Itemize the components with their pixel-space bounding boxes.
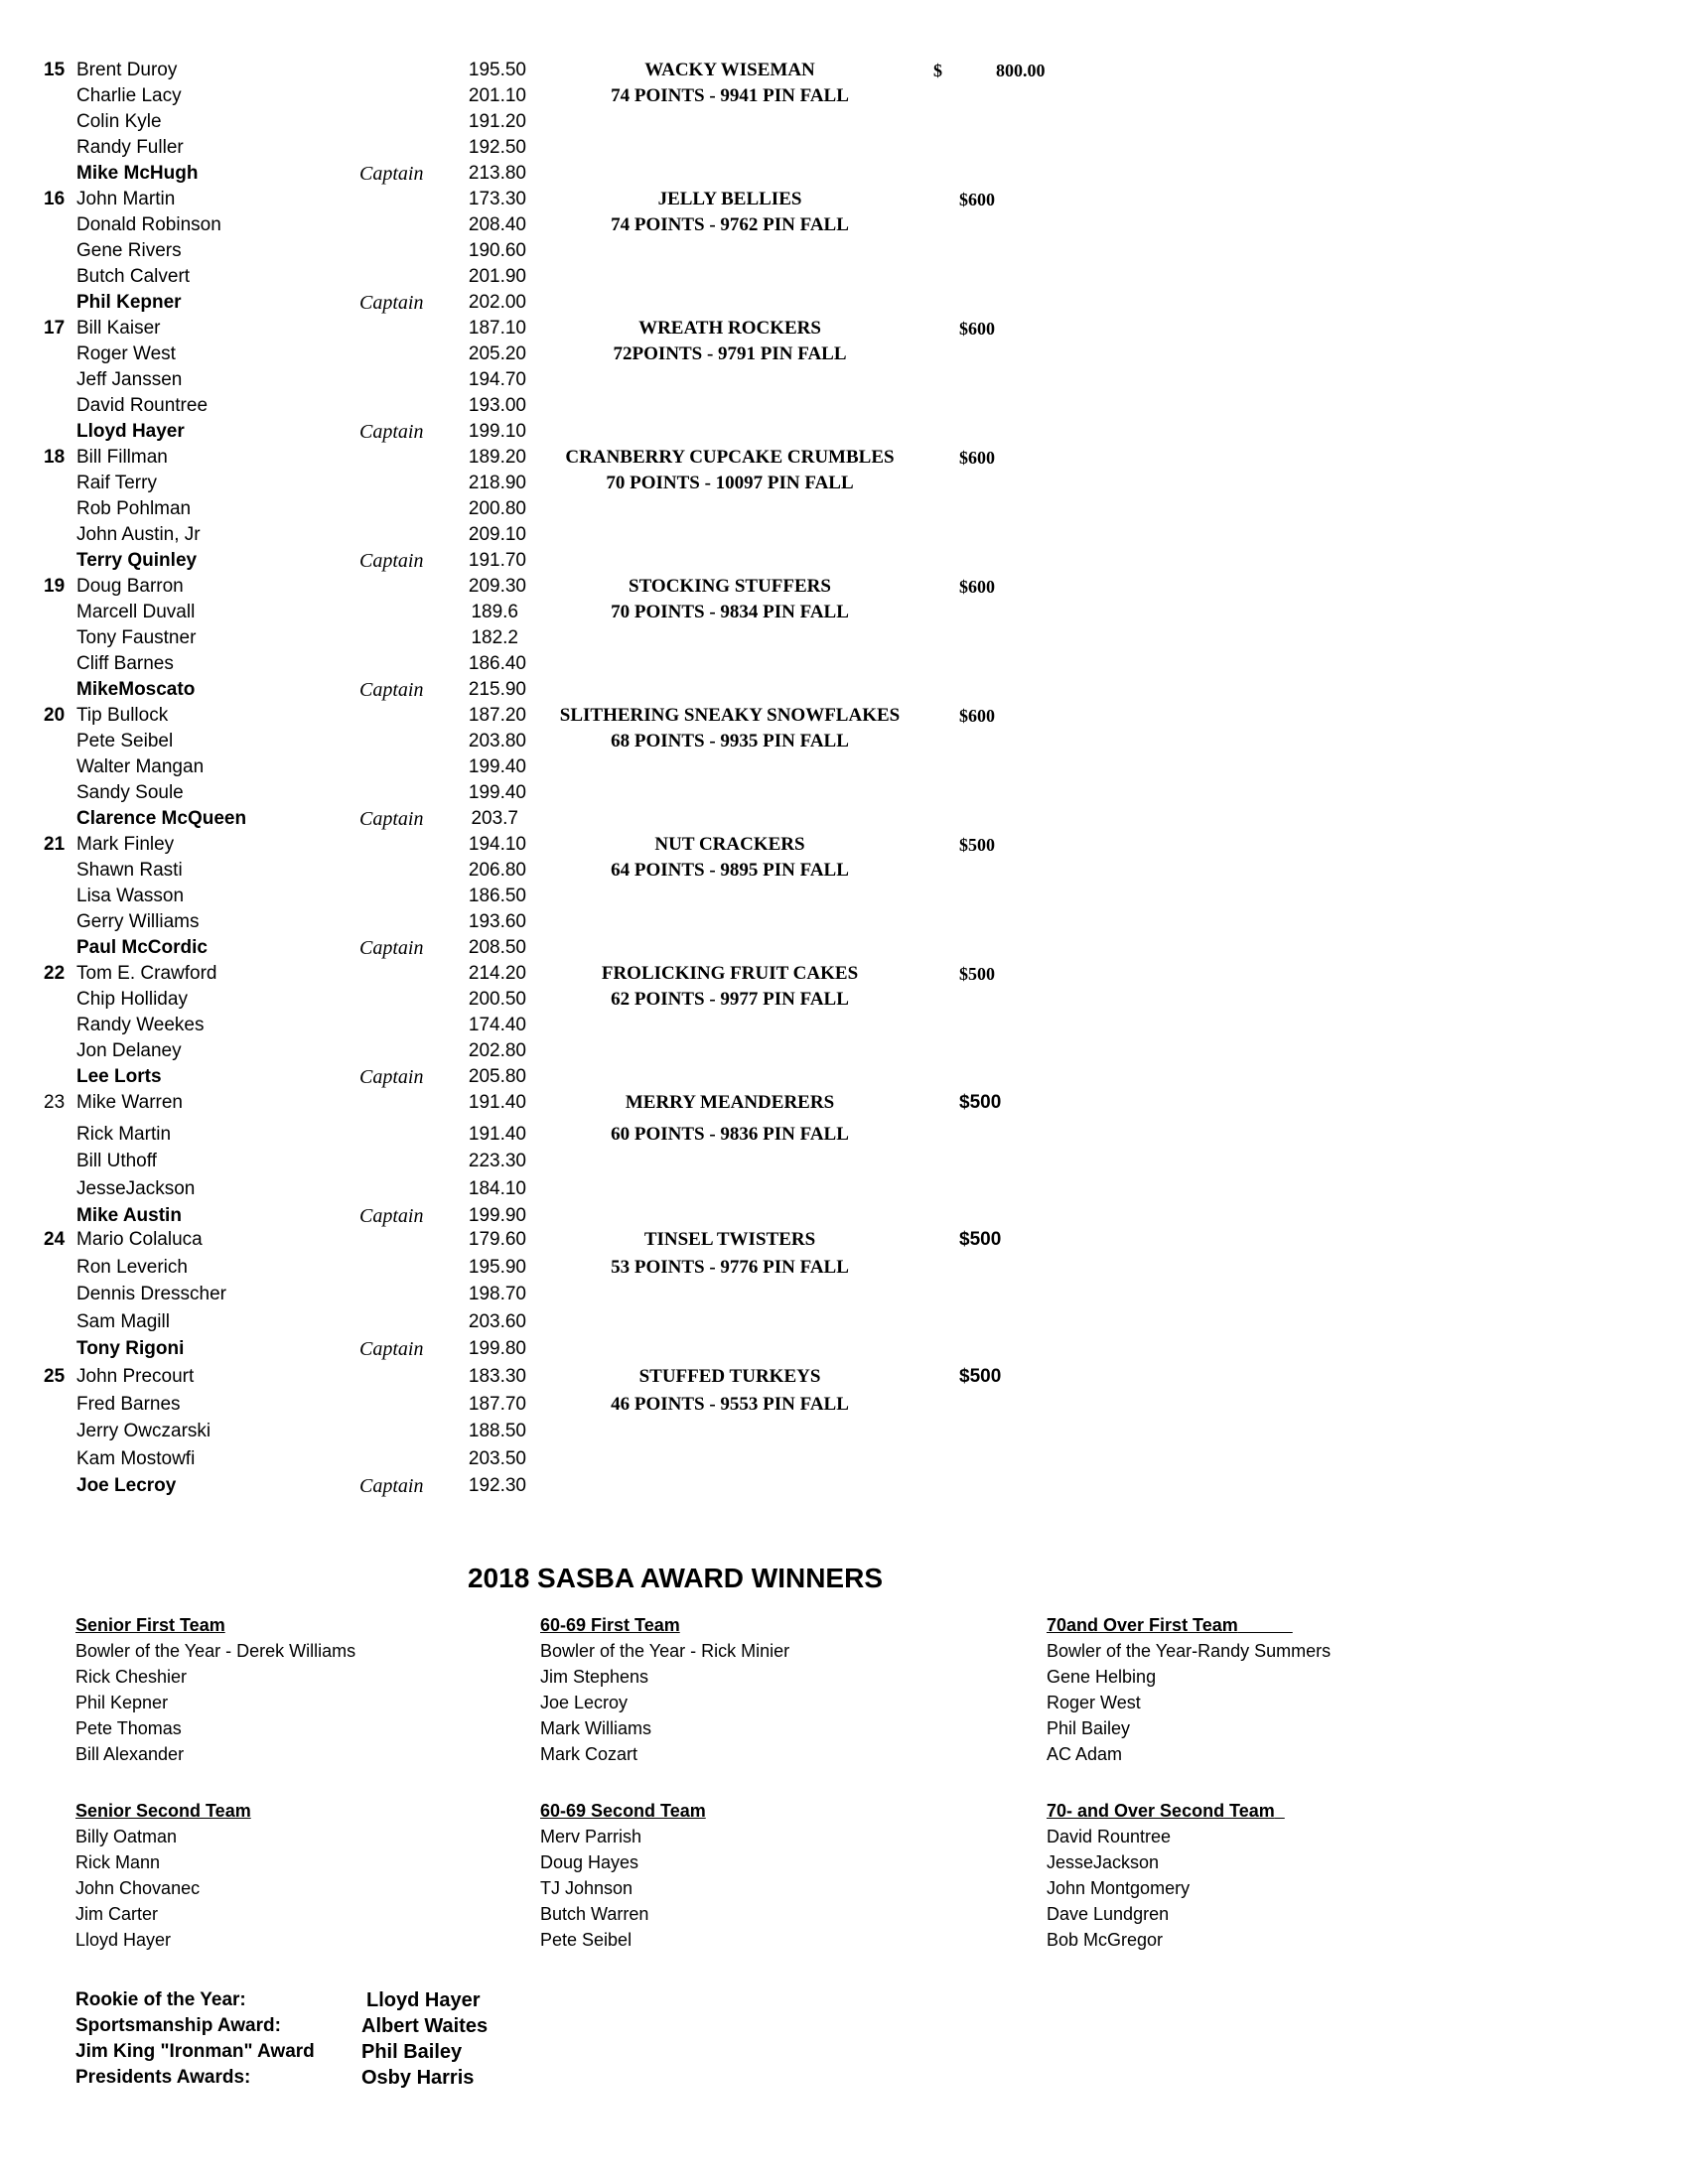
bowler-average: 189.20 <box>468 447 526 468</box>
bowler-average: 194.70 <box>468 369 526 390</box>
list-item: AC Adam <box>1047 1744 1123 1764</box>
bowler-average: 193.00 <box>468 395 526 416</box>
table-row <box>0 393 1688 419</box>
team-prize: $500 <box>959 1229 1002 1250</box>
table-row <box>0 1446 1688 1472</box>
table-row <box>0 1203 1688 1229</box>
bowler-name: Gerry Williams <box>76 911 200 932</box>
team-number: 23 <box>44 1092 66 1113</box>
table-row <box>0 161 1688 187</box>
bowler-average: 195.50 <box>468 60 526 80</box>
team-number: 20 <box>44 705 66 726</box>
prize-symbol: $ <box>933 61 942 80</box>
table-row <box>0 987 1688 1013</box>
bowler-average: 195.90 <box>468 1256 526 1278</box>
team-points: 70 POINTS - 9834 PIN FALL <box>611 602 849 622</box>
bowler-average: 191.40 <box>468 1092 526 1113</box>
table-row <box>0 1176 1688 1202</box>
list-item: Bowler of the Year-Randy Summers <box>1047 1641 1332 1661</box>
bowler-name: Randy Weekes <box>76 1015 205 1035</box>
table-row <box>0 806 1688 832</box>
team-points: 72POINTS - 9791 PIN FALL <box>613 343 847 364</box>
team-number: 21 <box>44 834 66 855</box>
table-row <box>0 574 1688 600</box>
bowler-name: Roger West <box>76 343 176 364</box>
table-row <box>0 1227 1688 1253</box>
team-number: 16 <box>44 189 66 209</box>
table-row <box>0 1038 1688 1064</box>
team-points: 53 POINTS - 9776 PIN FALL <box>611 1256 849 1278</box>
team-points: 64 POINTS - 9895 PIN FALL <box>611 860 849 881</box>
table-row <box>0 1122 1688 1148</box>
bowler-average: 203.50 <box>468 1447 526 1469</box>
list-item: Dave Lundgren <box>1047 1904 1170 1924</box>
team-name: CRANBERRY CUPCAKE CRUMBLES <box>565 447 895 468</box>
bowler-average: 208.40 <box>468 214 526 235</box>
bowler-name: Mike McHugh <box>76 163 199 184</box>
bowler-average: 188.50 <box>468 1421 526 1441</box>
bowler-name: David Rountree <box>76 395 209 416</box>
bowler-name: Sandy Soule <box>76 782 184 803</box>
section-heading <box>1047 1798 1285 1824</box>
table-row <box>0 858 1688 884</box>
bowler-name: Randy Fuller <box>76 137 184 158</box>
team-name: WACKY WISEMAN <box>644 60 815 80</box>
table-row <box>0 471 1688 496</box>
section-heading-text: 70and Over First Team <box>1047 1615 1238 1635</box>
bowler-name: Tony Faustner <box>76 627 197 648</box>
team-points: 62 POINTS - 9977 PIN FALL <box>611 989 849 1010</box>
sixty-sixtynine-second-team <box>540 1798 706 1953</box>
team-number: 22 <box>44 963 66 984</box>
award-winner: Phil Bailey <box>361 2041 463 2063</box>
team-name: MERRY MEANDERERS <box>625 1092 835 1113</box>
bowler-name: Colin Kyle <box>76 111 162 132</box>
team-prize: $600 <box>959 319 995 339</box>
bowler-average: 199.10 <box>468 421 526 442</box>
bowler-average: 189.6 <box>471 602 518 622</box>
bowler-name: Mike Austin <box>76 1205 182 1226</box>
team-name: JELLY BELLIES <box>657 189 802 209</box>
bowler-average: 218.90 <box>468 473 526 493</box>
table-row <box>0 548 1688 574</box>
bowler-name: Mark Finley <box>76 834 175 855</box>
bowler-name: Tip Bullock <box>76 705 169 726</box>
bowler-name: Rick Martin <box>76 1123 172 1145</box>
table-row <box>0 1282 1688 1307</box>
table-row <box>0 135 1688 161</box>
section-heading: Senior Second Team <box>75 1801 251 1821</box>
table-row <box>0 419 1688 445</box>
list-item: Pete Thomas <box>75 1718 182 1738</box>
bowler-name: JesseJackson <box>76 1177 196 1199</box>
bowler-average: 191.20 <box>468 111 526 132</box>
award-label: Jim King "Ironman" Award <box>75 2041 315 2062</box>
awards-title: 2018 SASBA AWARD WINNERS <box>467 1563 883 1593</box>
bowler-average: 214.20 <box>468 963 526 984</box>
table-row <box>0 1419 1688 1444</box>
bowler-name: Chip Holliday <box>76 989 188 1010</box>
bowler-name: Pete Seibel <box>76 731 174 751</box>
bowler-average: 194.10 <box>468 834 526 855</box>
table-row <box>0 341 1688 367</box>
bowler-name: Joe Lecroy <box>76 1475 177 1496</box>
team-name: STOCKING STUFFERS <box>629 576 831 597</box>
table-row <box>0 1364 1688 1390</box>
bowler-name: Shawn Rasti <box>76 860 183 881</box>
bowler-average: 187.70 <box>468 1393 526 1415</box>
bowler-name: Lisa Wasson <box>76 886 185 906</box>
senior-second-team <box>75 1798 251 1953</box>
table-row <box>0 1473 1688 1499</box>
section-heading: 60-69 Second Team <box>540 1801 706 1821</box>
list-item: Pete Seibel <box>540 1930 633 1950</box>
team-prize: $500 <box>959 1092 1002 1113</box>
list-item: Bob McGregor <box>1047 1930 1164 1950</box>
table-row <box>0 496 1688 522</box>
section-heading: Senior First Team <box>75 1615 225 1635</box>
bowler-average: 199.40 <box>468 782 526 803</box>
bowler-name: Phil Kepner <box>76 292 182 313</box>
sixty-sixtynine-first-team <box>540 1612 789 1767</box>
section-heading <box>1047 1612 1331 1638</box>
table-row <box>0 1309 1688 1335</box>
captain-label: Captain <box>359 808 424 830</box>
bowler-average: 203.7 <box>471 808 518 829</box>
list-item: Joe Lecroy <box>540 1693 629 1712</box>
list-item: Doug Hayes <box>540 1852 639 1872</box>
table-row <box>0 677 1688 703</box>
list-item: Bowler of the Year - Rick Minier <box>540 1641 790 1661</box>
table-row <box>0 600 1688 625</box>
bowler-name: Lee Lorts <box>76 1066 162 1087</box>
bowler-average: 186.40 <box>468 653 526 674</box>
captain-label: Captain <box>359 292 424 314</box>
team-prize: $600 <box>959 190 995 209</box>
team-prize: $600 <box>959 706 995 726</box>
list-item: Lloyd Hayer <box>75 1930 172 1950</box>
bowler-average: 183.30 <box>468 1366 526 1387</box>
team-name: TINSEL TWISTERS <box>643 1229 816 1250</box>
captain-label: Captain <box>359 1338 424 1360</box>
bowler-average: 199.40 <box>468 756 526 777</box>
senior-first-team <box>75 1612 355 1767</box>
team-points: 74 POINTS - 9941 PIN FALL <box>611 85 849 106</box>
table-row <box>0 290 1688 316</box>
bowler-average: 193.60 <box>468 911 526 932</box>
bowler-average: 191.70 <box>468 550 526 571</box>
bowler-name: Sam Magill <box>76 1310 170 1332</box>
bowler-average: 202.00 <box>468 292 526 313</box>
bowler-name: Lloyd Hayer <box>76 421 185 442</box>
bowler-name: Rob Pohlman <box>76 498 192 519</box>
bowler-average: 205.80 <box>468 1066 526 1087</box>
table-row <box>0 264 1688 290</box>
table-row <box>0 1149 1688 1174</box>
bowler-name: Bill Fillman <box>76 447 168 468</box>
team-name: FROLICKING FRUIT CAKES <box>601 963 859 984</box>
team-prize: $500 <box>959 1366 1002 1387</box>
bowler-average: 200.80 <box>468 498 526 519</box>
table-row <box>0 909 1688 935</box>
bowler-name: Kam Mostowfi <box>76 1447 196 1469</box>
list-item: Bowler of the Year - Derek Williams <box>75 1641 356 1661</box>
bowler-average: 208.50 <box>468 937 526 958</box>
team-number: 24 <box>44 1229 66 1250</box>
team-points: 68 POINTS - 9935 PIN FALL <box>611 731 849 751</box>
award-winner: Osby Harris <box>361 2067 475 2089</box>
team-prize: $500 <box>959 835 995 855</box>
bowler-average: 206.80 <box>468 860 526 881</box>
bowler-average: 187.20 <box>468 705 526 726</box>
list-item: Phil Kepner <box>75 1693 169 1712</box>
team-points: 74 POINTS - 9762 PIN FALL <box>611 214 849 235</box>
table-row <box>0 729 1688 754</box>
bowler-name: John Austin, Jr <box>76 524 201 545</box>
bowler-name: Butch Calvert <box>76 266 191 287</box>
list-item: Jim Stephens <box>540 1667 649 1687</box>
list-item: Merv Parrish <box>540 1827 642 1846</box>
table-row <box>0 1064 1688 1090</box>
team-points: 70 POINTS - 10097 PIN FALL <box>606 473 854 493</box>
team-name: NUT CRACKERS <box>654 834 805 855</box>
bowler-average: 203.80 <box>468 731 526 751</box>
bowler-name: Jerry Owczarski <box>76 1421 211 1441</box>
bowler-name: Bill Kaiser <box>76 318 161 339</box>
list-item: Jim Carter <box>75 1904 159 1924</box>
section-heading-text: 70- and Over Second Team <box>1047 1801 1275 1821</box>
team-prize: $500 <box>959 964 995 984</box>
list-item: Rick Cheshier <box>75 1667 188 1687</box>
bowler-average: 201.90 <box>468 266 526 287</box>
table-row <box>0 445 1688 471</box>
bowler-average: 215.90 <box>468 679 526 700</box>
bowler-average: 184.10 <box>468 1177 526 1199</box>
list-item: Roger West <box>1047 1693 1141 1712</box>
team-name: WREATH ROCKERS <box>638 318 821 339</box>
team-number: 25 <box>44 1366 66 1387</box>
bowler-name: Terry Quinley <box>76 550 198 571</box>
bowler-average: 213.80 <box>468 163 526 184</box>
bowler-name: Ron Leverich <box>76 1256 188 1278</box>
team-prize: $600 <box>959 577 995 597</box>
bowler-name: Clarence McQueen <box>76 808 247 829</box>
bowler-name: Cliff Barnes <box>76 653 174 674</box>
team-number: 18 <box>44 447 66 468</box>
team-points: 46 POINTS - 9553 PIN FALL <box>611 1393 849 1415</box>
list-item: Phil Bailey <box>1047 1718 1131 1738</box>
table-row <box>0 1255 1688 1281</box>
bowler-name: Charlie Lacy <box>76 85 182 106</box>
list-item: Mark Williams <box>540 1718 651 1738</box>
captain-label: Captain <box>359 1066 424 1088</box>
table-row <box>0 832 1688 858</box>
bowler-name: Jon Delaney <box>76 1040 182 1061</box>
table-row <box>0 625 1688 651</box>
list-item: JesseJackson <box>1047 1852 1160 1872</box>
bowler-name: MikeMoscato <box>76 679 196 700</box>
table-row <box>0 522 1688 548</box>
table-row <box>0 1392 1688 1418</box>
captain-label: Captain <box>359 421 424 443</box>
bowler-name: John Martin <box>76 189 176 209</box>
table-row <box>0 754 1688 780</box>
bowler-average: 186.50 <box>468 886 526 906</box>
bowler-name: Doug Barron <box>76 576 184 597</box>
bowler-name: Mario Colaluca <box>76 1229 203 1250</box>
table-row <box>0 1013 1688 1038</box>
captain-label: Captain <box>359 550 424 572</box>
team-number: 19 <box>44 576 66 597</box>
list-item: Bill Alexander <box>75 1744 185 1764</box>
award-label: Sportsmanship Award: <box>75 2015 281 2036</box>
bowler-name: Jeff Janssen <box>76 369 183 390</box>
team-name: STUFFED TURKEYS <box>638 1366 821 1387</box>
bowler-name: Gene Rivers <box>76 240 182 261</box>
section-heading: 60-69 First Team <box>540 1615 680 1635</box>
table-row <box>0 884 1688 909</box>
table-row <box>0 109 1688 135</box>
bowler-name: Dennis Dresscher <box>76 1284 226 1304</box>
list-item: Butch Warren <box>540 1904 649 1924</box>
captain-label: Captain <box>359 1205 424 1227</box>
list-item: Gene Helbing <box>1047 1667 1157 1687</box>
bowler-name: Fred Barnes <box>76 1393 181 1415</box>
bowler-average: 182.2 <box>471 627 518 648</box>
bowler-average: 202.80 <box>468 1040 526 1061</box>
captain-label: Captain <box>359 679 424 701</box>
award-winner: Lloyd Hayer <box>366 1989 481 2011</box>
team-number: 15 <box>44 60 66 80</box>
list-item: TJ Johnson <box>540 1878 633 1898</box>
table-row <box>0 1090 1688 1116</box>
list-item: John Chovanec <box>75 1878 201 1898</box>
bowler-name: Paul McCordic <box>76 937 208 958</box>
bowler-name: Mike Warren <box>76 1092 183 1113</box>
bowler-average: 187.10 <box>468 318 526 339</box>
team-prize: $600 <box>959 448 995 468</box>
bowler-average: 203.60 <box>468 1310 526 1332</box>
captain-label: Captain <box>359 163 424 185</box>
award-winner: Albert Waites <box>361 2015 489 2037</box>
bowler-name: Bill Uthoff <box>76 1151 157 1171</box>
bowler-average: 223.30 <box>468 1151 526 1171</box>
bowler-name: Walter Mangan <box>76 756 205 777</box>
award-label: Presidents Awards: <box>75 2067 251 2088</box>
captain-label: Captain <box>359 937 424 959</box>
table-row <box>0 58 1688 83</box>
list-item: Rick Mann <box>75 1852 161 1872</box>
bowler-average: 191.40 <box>468 1123 526 1145</box>
bowler-name: Raif Terry <box>76 473 157 493</box>
table-row <box>0 212 1688 238</box>
bowler-average: 199.80 <box>468 1338 526 1359</box>
team-name: SLITHERING SNEAKY SNOWFLAKES <box>559 705 901 726</box>
table-row <box>0 780 1688 806</box>
table-row <box>0 703 1688 729</box>
bowler-name: Brent Duroy <box>76 60 178 80</box>
bowler-name: Tom E. Crawford <box>76 963 217 984</box>
award-label: Rookie of the Year: <box>75 1989 246 2010</box>
captain-label: Captain <box>359 1475 424 1497</box>
bowler-average: 209.10 <box>468 524 526 545</box>
table-row <box>0 238 1688 264</box>
bowler-name: John Precourt <box>76 1366 195 1387</box>
list-item: Mark Cozart <box>540 1744 638 1764</box>
bowler-average: 200.50 <box>468 989 526 1010</box>
table-row <box>0 651 1688 677</box>
team-prize: 800.00 <box>996 61 1046 80</box>
bowler-average: 192.50 <box>468 137 526 158</box>
bowler-average: 199.90 <box>468 1205 526 1226</box>
table-row <box>0 187 1688 212</box>
bowler-average: 209.30 <box>468 576 526 597</box>
table-row <box>0 961 1688 987</box>
bowler-average: 174.40 <box>468 1015 526 1035</box>
bowler-average: 190.60 <box>468 240 526 261</box>
bowler-name: Tony Rigoni <box>76 1338 185 1359</box>
table-row <box>0 83 1688 109</box>
table-row <box>0 367 1688 393</box>
bowler-average: 179.60 <box>468 1229 526 1250</box>
bowler-name: Marcell Duvall <box>76 602 196 622</box>
team-points: 60 POINTS - 9836 PIN FALL <box>611 1123 849 1145</box>
seventy-over-first-team <box>1047 1612 1331 1767</box>
bowler-average: 192.30 <box>468 1475 526 1496</box>
list-item: John Montgomery <box>1047 1878 1191 1898</box>
seventy-over-second-team <box>1047 1798 1285 1953</box>
bowler-average: 205.20 <box>468 343 526 364</box>
team-number: 17 <box>44 318 66 339</box>
list-item: David Rountree <box>1047 1827 1172 1846</box>
bowler-name: Donald Robinson <box>76 214 221 235</box>
bowler-average: 201.10 <box>468 85 526 106</box>
list-item: Billy Oatman <box>75 1827 178 1846</box>
bowler-average: 173.30 <box>468 189 526 209</box>
bowler-average: 198.70 <box>468 1284 526 1304</box>
table-row <box>0 1336 1688 1362</box>
table-row <box>0 935 1688 961</box>
table-row <box>0 316 1688 341</box>
